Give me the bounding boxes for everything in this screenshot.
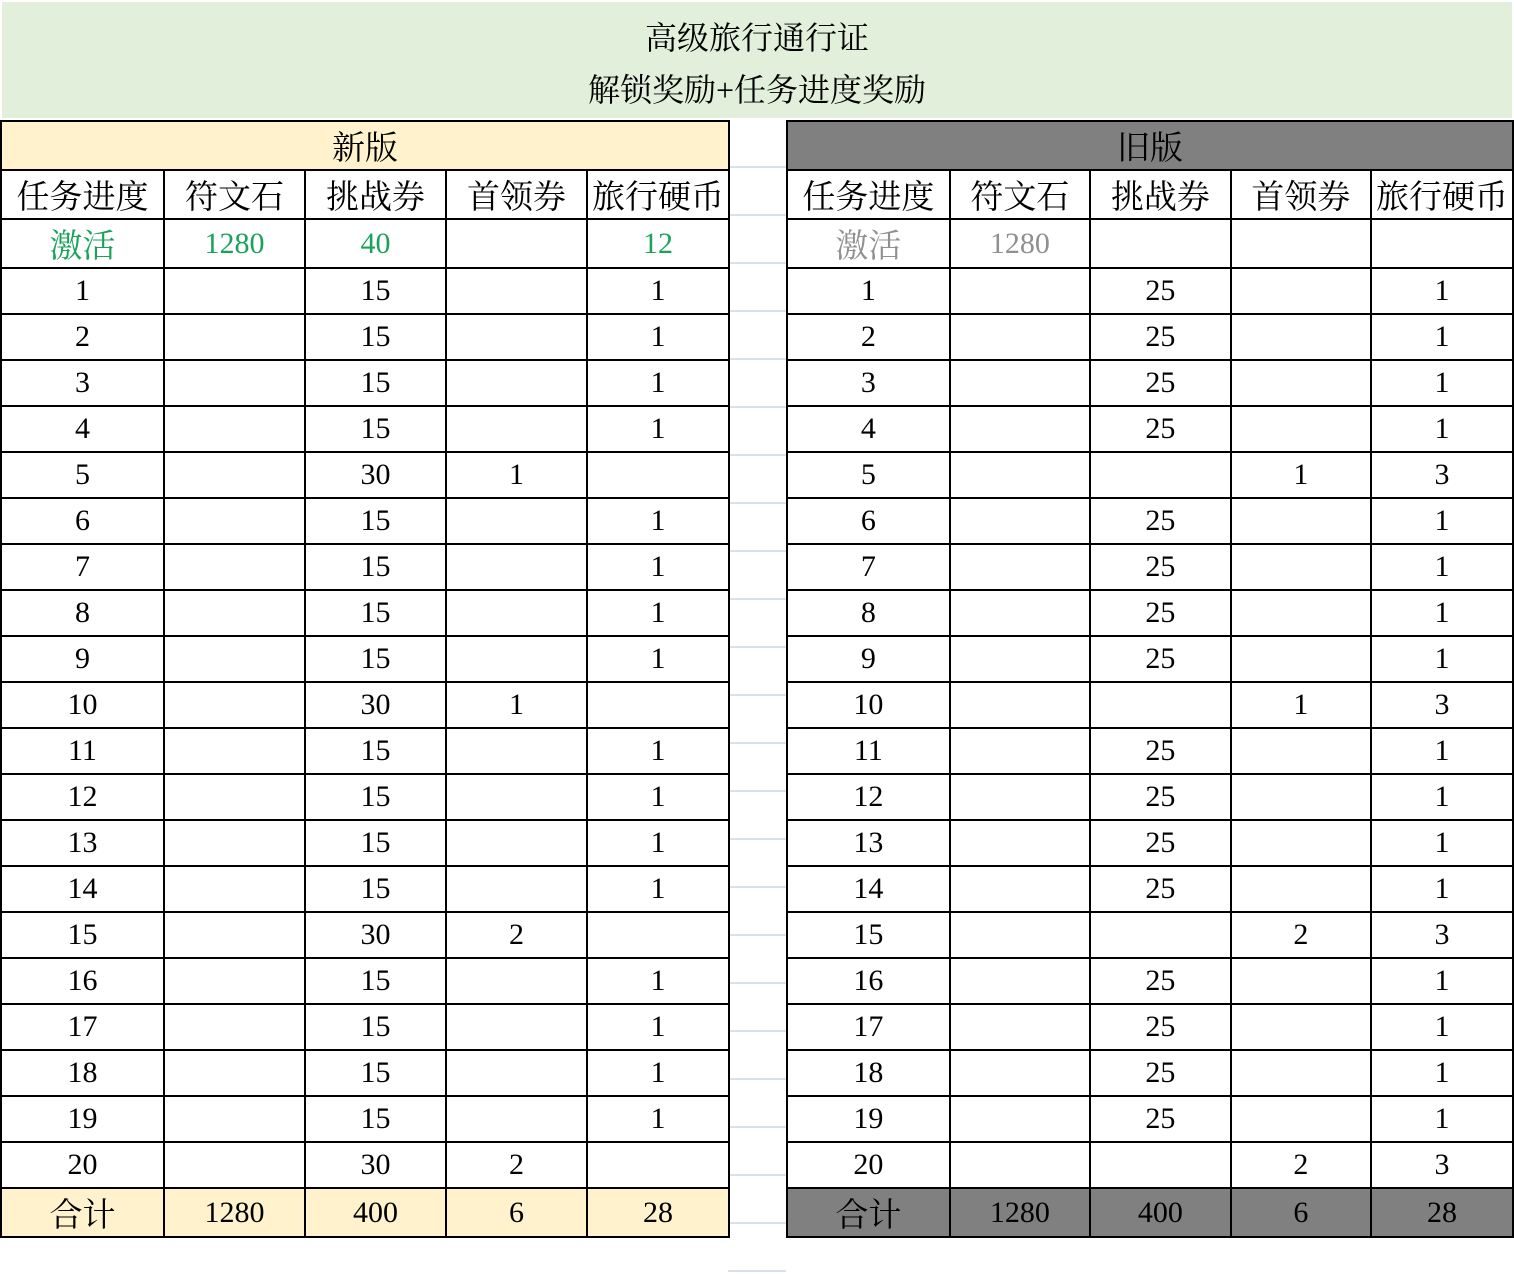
cell-travel-coin: 1 [587, 820, 729, 866]
cell-challenge-ticket: 25 [1090, 544, 1230, 590]
page-subtitle: 解锁奖励+任务进度奖励 [587, 72, 927, 108]
cell-progress: 8 [1, 590, 164, 636]
cell-progress: 10 [1, 682, 164, 728]
cell-travel-coin: 1 [1371, 498, 1513, 544]
cell-challenge-ticket: 15 [305, 360, 446, 406]
cell-boss-ticket [1231, 866, 1371, 912]
table-row [787, 866, 1513, 912]
table-row [787, 774, 1513, 820]
cell-progress: 14 [787, 866, 950, 912]
cell-rune-stone [950, 958, 1090, 1004]
table-row [1, 498, 729, 544]
cell-challenge-ticket: 30 [305, 452, 446, 498]
cell-rune-stone [164, 1096, 305, 1142]
cell-travel-coin: 1 [1371, 1096, 1513, 1142]
cell-challenge-ticket: 15 [305, 268, 446, 314]
cell-boss-ticket [1231, 360, 1371, 406]
cell-rune-stone [164, 590, 305, 636]
cell-progress: 9 [787, 636, 950, 682]
cell-travel-coin: 1 [587, 1004, 729, 1050]
table-row [787, 360, 1513, 406]
table-row [787, 1142, 1513, 1188]
column-gap [728, 120, 786, 1274]
cell-rune-stone [950, 544, 1090, 590]
cell-travel-coin: 1 [1371, 406, 1513, 452]
cell-challenge-ticket: 30 [305, 912, 446, 958]
cell-rune-stone [950, 682, 1090, 728]
table-row [1, 1096, 729, 1142]
cell-rune-stone [164, 314, 305, 360]
cell-boss-ticket [1231, 268, 1371, 314]
table-row [787, 728, 1513, 774]
cell-progress: 11 [787, 728, 950, 774]
cell-challenge-ticket: 15 [305, 774, 446, 820]
table-row [1, 544, 729, 590]
cell-progress: 19 [787, 1096, 950, 1142]
table-row [787, 590, 1513, 636]
cell-travel-coin: 28 [1371, 1188, 1513, 1237]
cell-boss-ticket [1231, 958, 1371, 1004]
cell-boss-ticket [446, 866, 587, 912]
cell-progress: 15 [787, 912, 950, 958]
cell-rune-stone [950, 1142, 1090, 1188]
cell-travel-coin: 1 [587, 268, 729, 314]
table-row [1, 590, 729, 636]
total-row [787, 1188, 1513, 1237]
cell-rune-stone [164, 820, 305, 866]
col-header-travel-coin: 旅行硬币 [1371, 170, 1513, 219]
cell-boss-ticket [446, 728, 587, 774]
cell-challenge-ticket: 15 [305, 636, 446, 682]
table-row [787, 820, 1513, 866]
cell-challenge-ticket: 30 [305, 1142, 446, 1188]
cell-challenge-ticket: 400 [1090, 1188, 1230, 1237]
cell-boss-ticket [1231, 820, 1371, 866]
table-row [1, 912, 729, 958]
table-row [1, 314, 729, 360]
cell-challenge-ticket: 25 [1090, 406, 1230, 452]
cell-boss-ticket: 1 [446, 452, 587, 498]
table-row [787, 544, 1513, 590]
cell-challenge-ticket [1090, 912, 1230, 958]
cell-boss-ticket: 2 [1231, 1142, 1371, 1188]
col-header-rune-stone: 符文石 [950, 170, 1090, 219]
cell-boss-ticket [446, 958, 587, 1004]
cell-rune-stone [164, 406, 305, 452]
cell-rune-stone [164, 360, 305, 406]
cell-rune-stone [164, 912, 305, 958]
cell-progress: 14 [1, 866, 164, 912]
cell-travel-coin: 1 [587, 958, 729, 1004]
title-banner [2, 2, 1512, 118]
cell-progress: 8 [787, 590, 950, 636]
cell-travel-coin: 1 [1371, 544, 1513, 590]
cell-rune-stone [950, 360, 1090, 406]
cell-boss-ticket [446, 636, 587, 682]
cell-challenge-ticket: 25 [1090, 636, 1230, 682]
activation-row [1, 219, 729, 268]
cell-boss-ticket: 2 [446, 912, 587, 958]
cell-challenge-ticket: 25 [1090, 314, 1230, 360]
cell-progress: 6 [1, 498, 164, 544]
cell-travel-coin: 1 [587, 498, 729, 544]
cell-boss-ticket [446, 1004, 587, 1050]
col-header-progress: 任务进度 [1, 170, 164, 219]
table-row [1, 774, 729, 820]
cell-progress: 3 [787, 360, 950, 406]
cell-travel-coin: 1 [587, 728, 729, 774]
table-row [787, 682, 1513, 728]
cell-rune-stone [164, 1050, 305, 1096]
cell-challenge-ticket: 25 [1090, 866, 1230, 912]
cell-challenge-ticket: 40 [305, 219, 446, 268]
cell-travel-coin: 28 [587, 1188, 729, 1237]
cell-progress: 合计 [1, 1188, 164, 1237]
cell-challenge-ticket: 25 [1090, 498, 1230, 544]
cell-challenge-ticket: 15 [305, 590, 446, 636]
cell-progress: 10 [787, 682, 950, 728]
cell-rune-stone [164, 268, 305, 314]
cell-progress: 激活 [1, 219, 164, 268]
cell-rune-stone: 1280 [950, 1188, 1090, 1237]
cell-rune-stone: 1280 [950, 219, 1090, 268]
cell-progress: 3 [1, 360, 164, 406]
col-header-travel-coin: 旅行硬币 [587, 170, 729, 219]
cell-progress: 6 [787, 498, 950, 544]
cell-progress: 12 [1, 774, 164, 820]
cell-rune-stone [950, 866, 1090, 912]
cell-progress: 7 [1, 544, 164, 590]
cell-progress: 合计 [787, 1188, 950, 1237]
cell-travel-coin: 1 [1371, 728, 1513, 774]
table-row [1, 1004, 729, 1050]
cell-travel-coin: 3 [1371, 1142, 1513, 1188]
cell-challenge-ticket: 25 [1090, 1096, 1230, 1142]
cell-boss-ticket [1231, 406, 1371, 452]
page-title: 高级旅行通行证 [644, 20, 869, 56]
cell-progress: 15 [1, 912, 164, 958]
cell-challenge-ticket: 15 [305, 498, 446, 544]
table-row [787, 1004, 1513, 1050]
cell-rune-stone [164, 728, 305, 774]
cell-challenge-ticket: 25 [1090, 774, 1230, 820]
cell-boss-ticket [446, 268, 587, 314]
table-row [787, 912, 1513, 958]
cell-rune-stone [950, 1050, 1090, 1096]
cell-rune-stone [950, 268, 1090, 314]
cell-boss-ticket [1231, 636, 1371, 682]
cell-progress: 1 [787, 268, 950, 314]
cell-travel-coin [587, 452, 729, 498]
table-row [1, 682, 729, 728]
cell-rune-stone [950, 636, 1090, 682]
col-header-rune-stone: 符文石 [164, 170, 305, 219]
cell-travel-coin [1371, 219, 1513, 268]
section-header-new: 新版 [1, 121, 729, 170]
table-row [787, 498, 1513, 544]
cell-challenge-ticket: 15 [305, 728, 446, 774]
cell-progress: 16 [1, 958, 164, 1004]
cell-rune-stone [164, 866, 305, 912]
cell-boss-ticket [1231, 498, 1371, 544]
cell-rune-stone [950, 774, 1090, 820]
table-row [1, 1142, 729, 1188]
table-new-version [0, 120, 730, 1238]
cell-boss-ticket [1231, 590, 1371, 636]
cell-rune-stone [164, 636, 305, 682]
cell-progress: 18 [1, 1050, 164, 1096]
cell-challenge-ticket: 15 [305, 866, 446, 912]
table-row [1, 1050, 729, 1096]
cell-travel-coin: 3 [1371, 912, 1513, 958]
cell-rune-stone [950, 590, 1090, 636]
cell-travel-coin: 12 [587, 219, 729, 268]
cell-travel-coin: 1 [587, 314, 729, 360]
cell-rune-stone [164, 544, 305, 590]
cell-boss-ticket [1231, 314, 1371, 360]
cell-travel-coin [587, 912, 729, 958]
activation-row [787, 219, 1513, 268]
cell-challenge-ticket: 25 [1090, 268, 1230, 314]
cell-boss-ticket [446, 820, 587, 866]
cell-rune-stone [164, 958, 305, 1004]
cell-travel-coin [587, 682, 729, 728]
cell-challenge-ticket: 25 [1090, 820, 1230, 866]
cell-progress: 激活 [787, 219, 950, 268]
cell-rune-stone: 1280 [164, 1188, 305, 1237]
cell-challenge-ticket: 30 [305, 682, 446, 728]
cell-challenge-ticket: 25 [1090, 1050, 1230, 1096]
cell-challenge-ticket: 15 [305, 1004, 446, 1050]
col-header-progress: 任务进度 [787, 170, 950, 219]
cell-travel-coin: 1 [1371, 590, 1513, 636]
cell-travel-coin: 1 [587, 360, 729, 406]
table-row [1, 360, 729, 406]
cell-travel-coin: 1 [1371, 866, 1513, 912]
cell-progress: 5 [1, 452, 164, 498]
cell-travel-coin: 1 [587, 636, 729, 682]
cell-challenge-ticket: 15 [305, 544, 446, 590]
cell-boss-ticket [446, 406, 587, 452]
cell-progress: 13 [787, 820, 950, 866]
cell-progress: 20 [787, 1142, 950, 1188]
cell-travel-coin: 1 [1371, 774, 1513, 820]
cell-rune-stone [950, 452, 1090, 498]
cell-boss-ticket: 6 [446, 1188, 587, 1237]
table-row [787, 1050, 1513, 1096]
cell-challenge-ticket: 15 [305, 958, 446, 1004]
cell-rune-stone [164, 498, 305, 544]
cell-boss-ticket [446, 314, 587, 360]
table-row [787, 1096, 1513, 1142]
column-header-row [787, 170, 1513, 219]
cell-travel-coin: 1 [1371, 1004, 1513, 1050]
table-row [787, 406, 1513, 452]
table-row [787, 452, 1513, 498]
cell-rune-stone [950, 820, 1090, 866]
cell-rune-stone [950, 728, 1090, 774]
cell-progress: 18 [787, 1050, 950, 1096]
cell-challenge-ticket: 25 [1090, 590, 1230, 636]
table-row [1, 958, 729, 1004]
cell-challenge-ticket: 15 [305, 1096, 446, 1142]
cell-challenge-ticket [1090, 682, 1230, 728]
cell-boss-ticket: 6 [1231, 1188, 1371, 1237]
table-row [1, 866, 729, 912]
cell-travel-coin: 1 [587, 590, 729, 636]
cell-boss-ticket: 1 [446, 682, 587, 728]
col-header-challenge-ticket: 挑战券 [305, 170, 446, 219]
cell-travel-coin: 1 [1371, 1050, 1513, 1096]
cell-travel-coin [587, 1142, 729, 1188]
cell-boss-ticket [1231, 219, 1371, 268]
table-row [787, 636, 1513, 682]
cell-challenge-ticket: 25 [1090, 1004, 1230, 1050]
cell-boss-ticket [1231, 1004, 1371, 1050]
cell-boss-ticket [446, 360, 587, 406]
cell-travel-coin: 1 [1371, 268, 1513, 314]
cell-progress: 2 [1, 314, 164, 360]
cell-travel-coin: 1 [1371, 820, 1513, 866]
cell-travel-coin: 1 [587, 406, 729, 452]
cell-progress: 11 [1, 728, 164, 774]
cell-boss-ticket [1231, 1096, 1371, 1142]
cell-boss-ticket [446, 544, 587, 590]
cell-boss-ticket [446, 590, 587, 636]
cell-boss-ticket [1231, 1050, 1371, 1096]
table-row [1, 268, 729, 314]
table-row [1, 452, 729, 498]
cell-progress: 7 [787, 544, 950, 590]
column-header-row [1, 170, 729, 219]
cell-rune-stone [950, 314, 1090, 360]
total-row [1, 1188, 729, 1237]
cell-boss-ticket [1231, 774, 1371, 820]
cell-progress: 13 [1, 820, 164, 866]
table-row [1, 636, 729, 682]
cell-travel-coin: 1 [587, 1096, 729, 1142]
cell-rune-stone [950, 1004, 1090, 1050]
cell-rune-stone [164, 452, 305, 498]
table-row [787, 268, 1513, 314]
cell-progress: 4 [1, 406, 164, 452]
cell-challenge-ticket [1090, 219, 1230, 268]
cell-rune-stone [950, 498, 1090, 544]
cell-boss-ticket [1231, 728, 1371, 774]
table-row [1, 728, 729, 774]
cell-rune-stone [950, 1096, 1090, 1142]
table-row [787, 958, 1513, 1004]
cell-progress: 2 [787, 314, 950, 360]
cell-progress: 9 [1, 636, 164, 682]
cell-rune-stone [950, 912, 1090, 958]
section-header-old: 旧版 [787, 121, 1513, 170]
col-header-challenge-ticket: 挑战券 [1090, 170, 1230, 219]
cell-travel-coin: 1 [587, 866, 729, 912]
cell-progress: 16 [787, 958, 950, 1004]
cell-challenge-ticket [1090, 1142, 1230, 1188]
cell-travel-coin: 1 [587, 1050, 729, 1096]
cell-rune-stone [164, 682, 305, 728]
cell-progress: 19 [1, 1096, 164, 1142]
col-header-boss-ticket: 首领券 [446, 170, 587, 219]
cell-travel-coin: 1 [587, 774, 729, 820]
cell-boss-ticket [446, 219, 587, 268]
cell-boss-ticket [446, 1050, 587, 1096]
cell-challenge-ticket: 25 [1090, 728, 1230, 774]
table-row [1, 406, 729, 452]
cell-boss-ticket [446, 1096, 587, 1142]
cell-travel-coin: 1 [1371, 360, 1513, 406]
cell-challenge-ticket: 15 [305, 1050, 446, 1096]
cell-challenge-ticket: 400 [305, 1188, 446, 1237]
cell-progress: 17 [787, 1004, 950, 1050]
cell-challenge-ticket: 25 [1090, 360, 1230, 406]
cell-boss-ticket: 1 [1231, 682, 1371, 728]
cell-boss-ticket [446, 498, 587, 544]
cell-progress: 12 [787, 774, 950, 820]
cell-boss-ticket [446, 774, 587, 820]
cell-boss-ticket [1231, 544, 1371, 590]
cell-challenge-ticket: 25 [1090, 958, 1230, 1004]
cell-challenge-ticket: 15 [305, 406, 446, 452]
cell-rune-stone [164, 1142, 305, 1188]
cell-travel-coin: 1 [1371, 314, 1513, 360]
cell-travel-coin: 1 [587, 544, 729, 590]
cell-progress: 4 [787, 406, 950, 452]
cell-challenge-ticket: 15 [305, 820, 446, 866]
cell-travel-coin: 1 [1371, 958, 1513, 1004]
cell-challenge-ticket [1090, 452, 1230, 498]
cell-boss-ticket: 1 [1231, 452, 1371, 498]
cell-rune-stone: 1280 [164, 219, 305, 268]
cell-travel-coin: 3 [1371, 452, 1513, 498]
cell-boss-ticket: 2 [1231, 912, 1371, 958]
cell-challenge-ticket: 15 [305, 314, 446, 360]
cell-rune-stone [164, 1004, 305, 1050]
table-old-version [786, 120, 1514, 1238]
cell-rune-stone [950, 406, 1090, 452]
cell-travel-coin: 3 [1371, 682, 1513, 728]
table-row [1, 820, 729, 866]
cell-progress: 1 [1, 268, 164, 314]
col-header-boss-ticket: 首领券 [1231, 170, 1371, 219]
cell-progress: 20 [1, 1142, 164, 1188]
table-row [787, 314, 1513, 360]
cell-rune-stone [164, 774, 305, 820]
cell-travel-coin: 1 [1371, 636, 1513, 682]
cell-progress: 17 [1, 1004, 164, 1050]
cell-progress: 5 [787, 452, 950, 498]
cell-boss-ticket: 2 [446, 1142, 587, 1188]
